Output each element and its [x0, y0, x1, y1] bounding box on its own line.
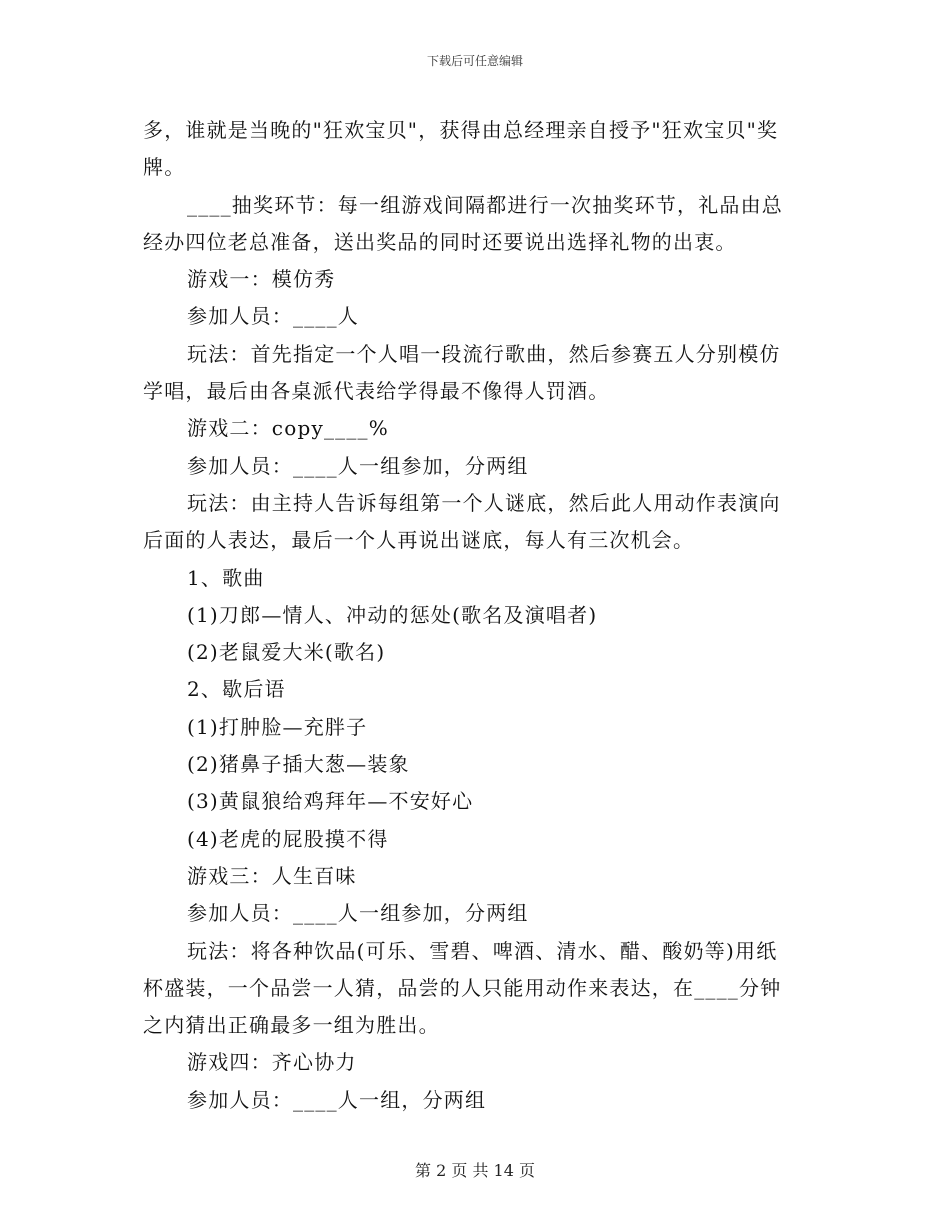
page-header-note: 下载后可任意编辑 [426, 54, 523, 68]
paragraph-line: 玩法：首先指定一个人唱一段流行歌曲，然后参赛五人分别模仿 [187, 341, 781, 366]
paragraph-line: 后面的人表达，最后一个人再说出谜底，每人有三次机会。 [143, 528, 695, 553]
participants-line: 参加人员：____人一组，分两组 [187, 1087, 487, 1112]
paragraph-line: ____抽奖环节：每一组游戏间隔都进行一次抽奖环节，礼品由总 [187, 192, 783, 217]
section-heading-game-2: 游戏二：copy____% [187, 416, 389, 441]
paragraph-line: 学唱，最后由各桌派代表给学得最不像得人罚酒。 [143, 379, 610, 404]
document-body [143, 112, 803, 1119]
list-item: (3)黄鼠狼给鸡拜年—不安好心 [187, 789, 474, 814]
paragraph-line: 玩法：由主持人告诉每组第一个人谜底，然后此人用动作表演向 [187, 490, 781, 515]
paragraph-line: 经办四位老总准备，送出奖品的同时还要说出选择礼物的出衷。 [143, 229, 737, 254]
list-item: (1)刀郎—情人、冲动的惩处(歌名及演唱者) [187, 602, 598, 627]
list-item: (2)老鼠爱大米(歌名) [187, 640, 386, 665]
paragraph-line: 牌。 [143, 155, 186, 180]
participants-line: 参加人员：____人一组参加，分两组 [187, 901, 529, 926]
section-heading-game-1: 游戏一：模仿秀 [187, 267, 336, 292]
section-heading-game-4: 游戏四：齐心协力 [187, 1050, 357, 1075]
list-heading: 2、歇后语 [187, 677, 286, 702]
list-item: (4)老虎的屁股摸不得 [187, 826, 389, 851]
paragraph-line: 之内猜出正确最多一组为胜出。 [143, 1013, 440, 1038]
participants-line: 参加人员：____人一组参加，分两组 [187, 453, 529, 478]
list-item: (1)打肿脸—充胖子 [187, 714, 368, 739]
list-item: (2)猪鼻子插大葱—装象 [187, 752, 410, 777]
section-heading-game-3: 游戏三：人生百味 [187, 863, 357, 888]
list-heading: 1、歌曲 [187, 565, 265, 590]
paragraph-line: 杯盛装，一个品尝一人猜，品尝的人只能用动作来表达，在____分钟 [143, 975, 782, 1000]
participants-line: 参加人员：____人 [187, 304, 359, 329]
paragraph-line: 玩法：将各种饮品(可乐、雪碧、啤酒、清水、醋、酸奶等)用纸 [187, 938, 778, 963]
paragraph-line: 多，谁就是当晚的"狂欢宝贝"，获得由总经理亲自授予"狂欢宝贝"奖 [143, 118, 779, 142]
page-number-footer: 第 2 页 共 14 页 [415, 1161, 535, 1180]
